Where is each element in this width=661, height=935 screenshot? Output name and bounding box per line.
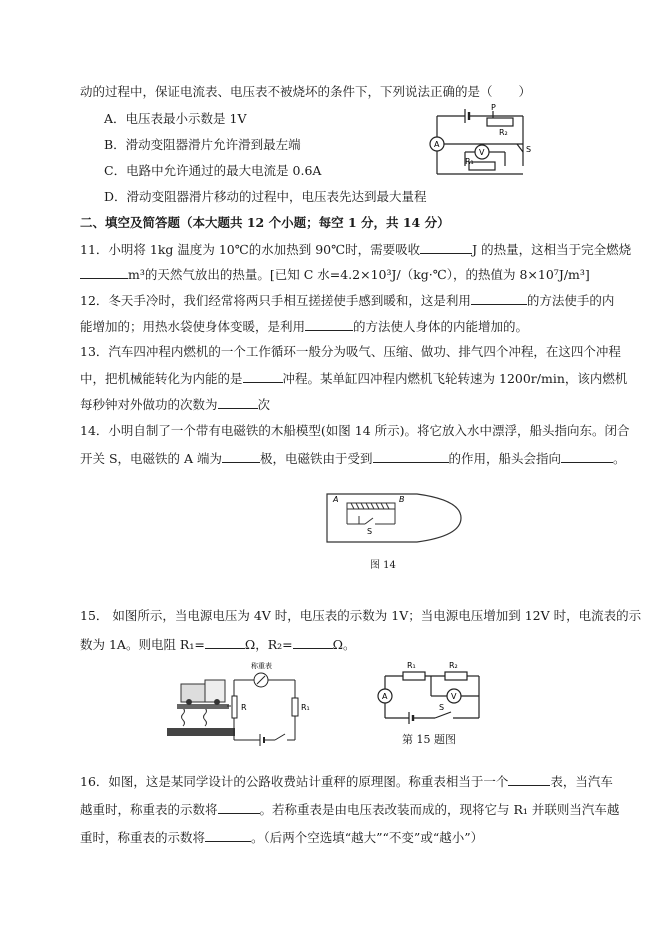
q12-line2 [80,318,528,335]
scale-switch [275,734,285,740]
section-title: 二、填空及简答题（本大题共 12 个小题；每空 1 分，共 14 分） [80,215,450,230]
q11-blank-1[interactable] [420,241,472,254]
q13-text-e: 次 [257,397,271,412]
weighing-platform [177,704,229,709]
option-a: A．电压表最小示数是 1V [104,111,247,126]
q11-text-b: J 的热量，这相当于完全燃烧 [472,242,632,257]
q15-line1: 15． 如图所示，当电源电压为 4V 时，电压表的示数为 1V；当电源电压增加到 12V 时，电流表的示 [80,608,642,623]
q14-blank-1[interactable] [222,450,260,463]
q13-blank-2[interactable] [218,396,258,409]
label-r1-15: R₁ [407,661,416,670]
label-r1: R₁ [465,157,474,166]
label-ammeter: A [434,140,440,149]
intro-text: 动的过程中，保证电流表、电压表不被烧坏的条件下，下列说法正确的是（ [80,84,493,99]
option-c: C．电路中允许通过的最大电流是 0.6A [104,163,322,178]
circuit-diagram-15 [375,660,485,725]
resistor-r1-scale [292,698,298,716]
q16-text-c: 越重时，称重表的示数将 [80,802,218,817]
question-intro [80,84,531,100]
q14-blank-3[interactable] [561,450,613,463]
q13-text-b: 中，把机械能转化为内能的是 [80,371,243,386]
resistor-r2-15 [445,672,467,680]
q16-line2 [80,801,619,818]
label-scale-meter: 称重表 [251,662,272,670]
q12-text-c: 能增加的；用热水袋使身体变暖，是利用 [80,319,306,334]
label-s-boat: S [367,527,373,536]
q13-line1: 13．汽车四冲程内燃机的一个工作循环一般分为吸气、压缩、做功、排气四个冲程，在这四个冲程 [80,344,621,359]
q16-text-e: 重时，称重表的示数将 [80,830,206,845]
q11-text-c: m³的天然气放出的热量。[已知 C 水=4.2×10³J/（kg·℃），的热值为 8×10⁷J/m³] [128,267,590,282]
label-voltmeter-15: V [451,692,457,701]
switch-15 [435,712,451,718]
q15-blank-2[interactable] [293,636,333,649]
q15-line2 [80,636,355,653]
label-s: S [526,145,532,154]
q16-text-b: 表，当汽车 [550,774,613,789]
q16-text-a: 16．如图，这是某同学设计的公路收费站计重秤的原理图。称重表相当于一个 [80,774,509,789]
q11-line1 [80,241,631,258]
ground-base [167,728,235,736]
q13-text-c: 冲程。某单缸四冲程内燃机飞轮转速为 1200r/min，该内燃机 [282,371,628,386]
label-r2: R₂ [499,128,508,137]
q16-text-f: 。（后两个空选填“越大”“不变”或“越小”） [251,830,484,845]
q14-text-e: 。 [613,451,626,466]
q16-blank-1[interactable] [508,773,550,786]
springs-icon [182,708,207,726]
circuit-diagram-1 [425,104,535,184]
label-r-scale: R [241,703,247,712]
q13-line3 [80,396,270,413]
boat-figure [325,490,465,544]
q16-text-d: 。若称重表是由电压表改装而成的，现将它与 R₁ 并联则当汽车越 [259,802,620,817]
q16-line3 [80,829,483,846]
label-p: P [491,103,496,112]
q13-blank-1[interactable] [243,370,283,383]
q12-text-d: 的方法使人身体的内能增加的。 [353,319,529,334]
resistor-r1-15 [403,672,425,680]
q13-text-d: 每秒钟对外做功的次数为 [80,397,218,412]
q15-text-c: Ω，R₂= [244,637,293,652]
q14-text-c: 极，电磁铁由于受到 [260,451,373,466]
figure-14-caption: 图 14 [370,560,396,571]
label-b: B [399,495,405,504]
q12-text-a: 12．冬天手冷时，我们经常将两只手相互搓搓使手感到暖和，这是利用 [80,293,471,308]
variable-resistor-r [232,696,237,718]
label-ammeter-15: A [382,692,388,701]
label-s-15: S [439,703,445,712]
q11-text-a: 11．小明将 1kg 温度为 10℃的水加热到 90℃时，需要吸收 [80,242,421,257]
q14-line2 [80,450,626,467]
q16-blank-3[interactable] [205,829,251,842]
q14-text-b: 开关 S，电磁铁的 A 端为 [80,451,223,466]
q15-blank-1[interactable] [205,636,245,649]
switch-s [517,144,523,152]
q15-text-d: Ω。 [332,637,356,652]
figure-15-caption: 第 15 题图 [402,733,456,746]
q12-line1 [80,292,614,309]
q12-blank-1[interactable] [471,292,527,305]
rheostat-r2 [487,118,513,126]
label-r2-15: R₂ [449,661,458,670]
q11-line2 [80,266,590,283]
intro-close: ） [518,84,532,99]
label-a: A [333,495,339,504]
q15-text-b: 数为 1A。则电阻 R₁= [80,637,205,652]
label-r1-scale: R₁ [301,703,310,712]
q14-text-d: 的作用，船头会指向 [448,451,562,466]
option-d: D．滑动变阻器滑片移动的过程中，电压表先达到最大量程 [104,189,427,204]
q13-line2 [80,370,627,387]
q12-blank-2[interactable] [305,318,353,331]
q16-line1 [80,773,613,790]
q12-text-b: 的方法使手的内 [526,293,615,308]
q11-blank-2[interactable] [80,266,128,279]
weighing-scale-figure [165,660,310,745]
label-voltmeter: V [479,148,485,157]
option-b: B．滑动变阻器滑片允许滑到最左端 [104,137,301,152]
q14-blank-2[interactable] [373,450,449,463]
truck-icon [181,680,225,705]
q14-line1: 14．小明自制了一个带有电磁铁的木船模型(如图 14 所示)。将它放入水中漂浮，船头指向东。闭合 [80,423,630,438]
q16-blank-2[interactable] [218,801,260,814]
